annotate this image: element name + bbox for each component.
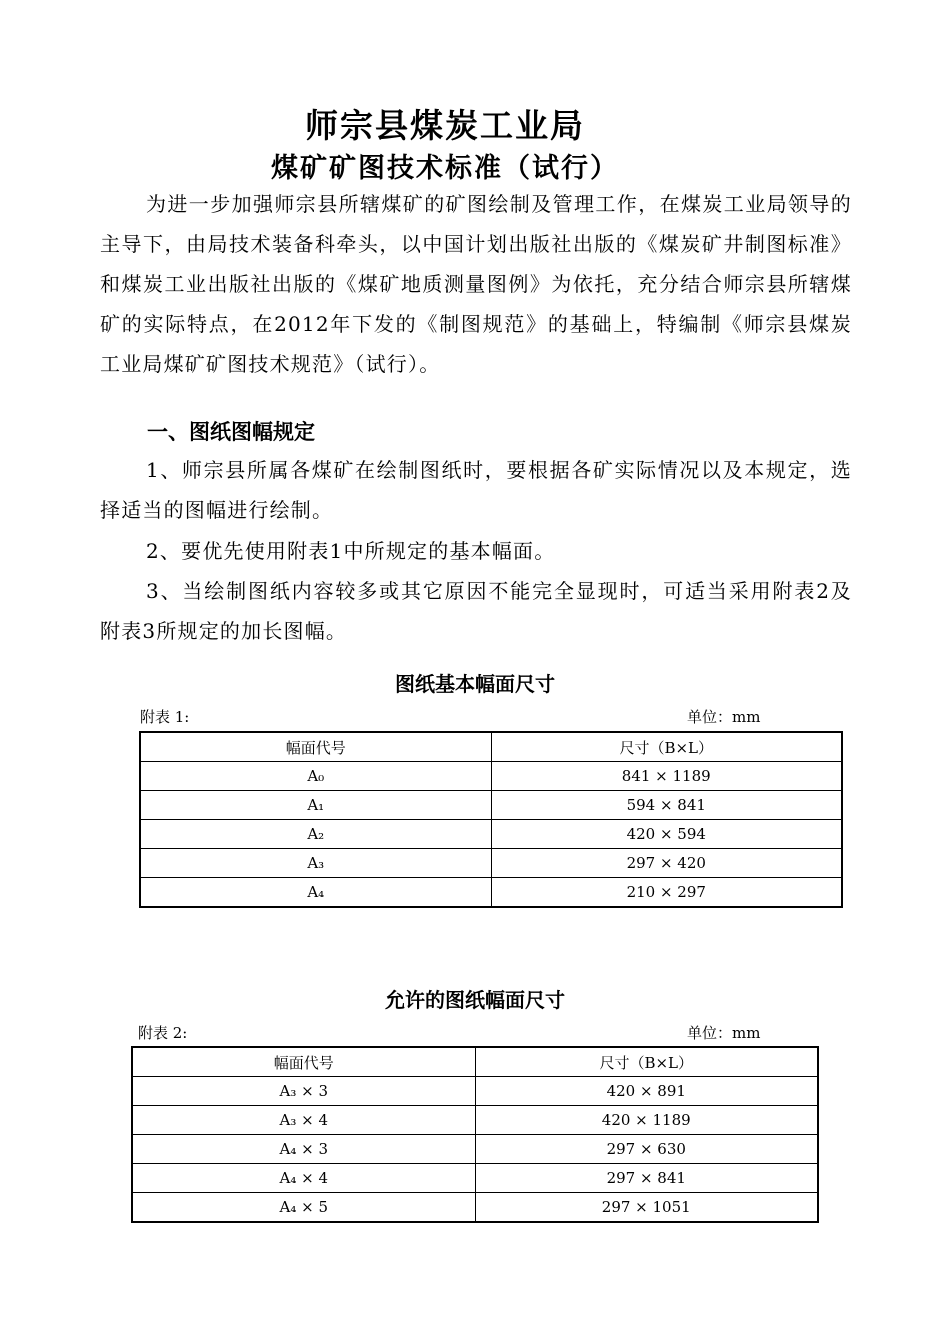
table2-caption: 允许的图纸幅面尺寸 bbox=[385, 988, 565, 1012]
table-row bbox=[132, 1193, 818, 1223]
document-subtitle: 煤矿矿图技术标准（试行） bbox=[271, 153, 619, 184]
table-cell: 420 × 1189 bbox=[475, 1106, 818, 1135]
table-cell: A₀ bbox=[140, 762, 491, 791]
table1-caption: 图纸基本幅面尺寸 bbox=[395, 672, 555, 696]
table2-unit: 单位：mm bbox=[687, 1024, 761, 1042]
table-cell: 841 × 1189 bbox=[491, 762, 842, 791]
table-cell: 297 × 420 bbox=[491, 849, 842, 878]
table2 bbox=[131, 1046, 819, 1223]
table-cell: A₄ × 5 bbox=[132, 1193, 475, 1223]
table-row bbox=[140, 878, 842, 908]
table-header-cell: 幅面代号 bbox=[132, 1047, 475, 1077]
table-header-cell: 尺寸（B×L） bbox=[491, 732, 842, 762]
document-title: 师宗县煤炭工业局 bbox=[305, 106, 585, 145]
table-cell: 297 × 1051 bbox=[475, 1193, 818, 1223]
table-row bbox=[140, 849, 842, 878]
table-cell: A₄ bbox=[140, 878, 491, 908]
table-cell: A₁ bbox=[140, 791, 491, 820]
table-cell: 297 × 630 bbox=[475, 1135, 818, 1164]
table-cell: A₃ bbox=[140, 849, 491, 878]
table-header-row bbox=[140, 732, 842, 762]
table1 bbox=[139, 731, 843, 908]
item-2-paragraph: 2、要优先使用附表1中所规定的基本幅面。 bbox=[146, 539, 556, 563]
table-cell: A₃ × 4 bbox=[132, 1106, 475, 1135]
item-1-paragraph: 1、师宗县所属各煤矿在绘制图纸时，要根据各矿实际情况以及本规定，选择适当的图幅进行绘制。 bbox=[100, 458, 852, 522]
table-header-cell: 幅面代号 bbox=[140, 732, 491, 762]
table-cell: 297 × 841 bbox=[475, 1164, 818, 1193]
intro-paragraph: 为进一步加强师宗县所辖煤矿的矿图绘制及管理工作，在煤炭工业局领导的主导下，由局技术装备科牵头，以中国计划出版社出版的《煤炭矿井制图标准》和煤炭工业出版社出版的《煤矿地质测量图例》为依托，充分结合师宗县所辖煤矿的实际特点，在2012年下发的《制图规范》的基础上，特编制《师宗县煤炭工业局煤矿矿图技术规范》（试行）。 bbox=[100, 192, 852, 376]
table-cell: A₄ × 4 bbox=[132, 1164, 475, 1193]
table-row bbox=[132, 1106, 818, 1135]
table1-label: 附表 1: bbox=[140, 708, 190, 726]
table-row bbox=[132, 1164, 818, 1193]
table-cell: A₃ × 3 bbox=[132, 1077, 475, 1106]
table-row bbox=[140, 762, 842, 791]
table-row bbox=[132, 1135, 818, 1164]
table-cell: A₄ × 3 bbox=[132, 1135, 475, 1164]
table-header-cell: 尺寸（B×L） bbox=[475, 1047, 818, 1077]
table-cell: A₂ bbox=[140, 820, 491, 849]
table-cell: 420 × 594 bbox=[491, 820, 842, 849]
table-cell: 594 × 841 bbox=[491, 791, 842, 820]
table-cell: 420 × 891 bbox=[475, 1077, 818, 1106]
table-row bbox=[140, 820, 842, 849]
table-header-row bbox=[132, 1047, 818, 1077]
table1-unit: 单位：mm bbox=[687, 708, 761, 726]
table-row bbox=[140, 791, 842, 820]
table2-label: 附表 2: bbox=[138, 1024, 188, 1042]
table-row bbox=[132, 1077, 818, 1106]
section-heading: 一、图纸图幅规定 bbox=[147, 420, 315, 444]
item-3-paragraph: 3、当绘制图纸内容较多或其它原因不能完全显现时，可适当采用附表2及附表3所规定的加长图幅。 bbox=[100, 579, 852, 643]
table-cell: 210 × 297 bbox=[491, 878, 842, 908]
